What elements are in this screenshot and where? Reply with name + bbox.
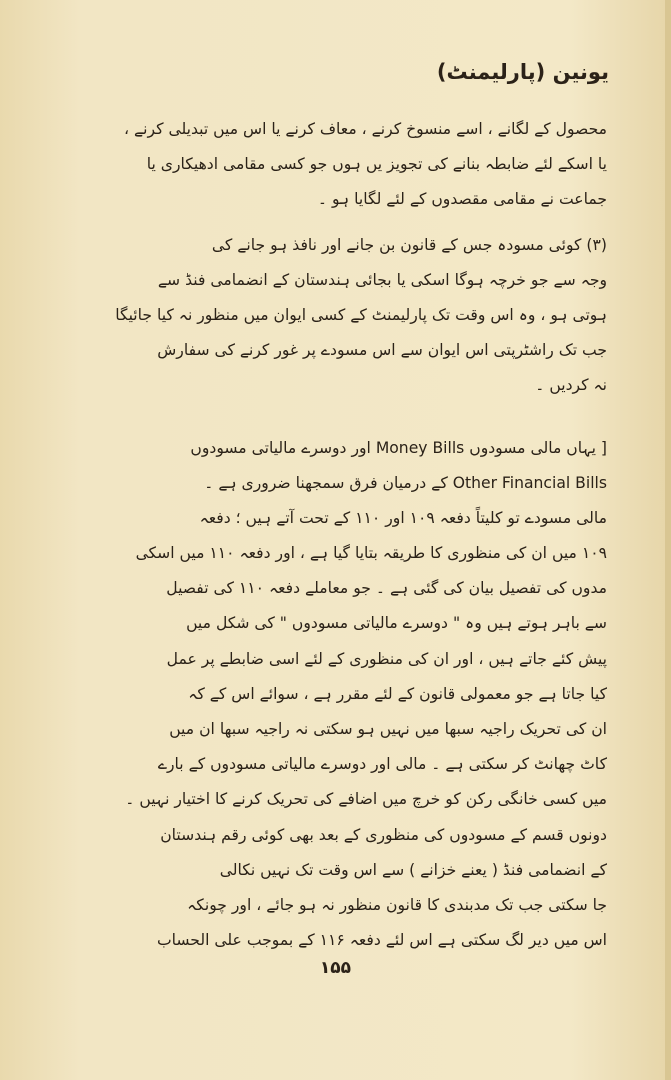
text-line: [ یہاں مالی مسودوں Money Bills اور دوسرے مالیاتی مسودوں: [190, 438, 607, 457]
text-line: ان کی تحریک راجیہ سبھا میں نہیں ہو سکتی نہ راجیہ سبھا ان میں: [169, 720, 607, 738]
paragraph-2: [52, 228, 607, 404]
text-line: جب تک راشٹرپتی اس ایوان سے اس مسودے پر غور کرنے کی سفارش: [157, 341, 607, 360]
text-line: مدوں کی تفصیل بیان کی گئی ہے ۔ جو معاملے دفعہ ۱۱۰ کی تفصیل: [166, 579, 607, 598]
text-line: وجہ سے جو خرچہ ہوگا اسکی یا بجائی ہندستان کے انضمامی فنڈ سے: [157, 270, 607, 289]
text-line: کیا جاتا ہے جو معمولی قانون کے لئے مقرر ہے ، سوائے اس کے کہ: [188, 684, 607, 703]
text-line: جا سکتی جب تک مدبندی کا قانون منظور نہ ہو جائے ، اور چونکہ: [187, 895, 607, 914]
text-line: (۳) کوئی مسودہ جس کے قانون بن جانے اور نافذ ہو جانے کی: [211, 235, 607, 254]
page-header: یونین (پارلیمنٹ): [436, 60, 609, 84]
text-line: جماعت نے مقامی مقصدوں کے لئے لگایا ہو ۔: [317, 190, 607, 209]
text-line: یا اسکے لئے ضابطہ بنانے کی تجویز یں ہوں جو کسی مقامی ادھیکاری یا: [146, 155, 607, 174]
text-line: محصول کے لگانے ، اسے منسوخ کرنے ، معاف کرنے یا اس میں تبدیلی کرنے ،: [124, 120, 607, 138]
page-number: ۱۵۵: [319, 958, 352, 978]
page-body: [52, 112, 607, 958]
paragraph-3: [52, 431, 607, 959]
text-line: ہوتی ہو ، وہ اس وقت تک پارلیمنٹ کے کسی ایوان میں منظور نہ کیا جائیگا: [115, 305, 607, 324]
text-line: ۱۰۹ میں ان کی منظوری کا طریقہ بتایا گیا ہے ، اور دفعہ ۱۱۰ میں اسکی: [135, 544, 607, 563]
text-line: کے انضمامی فنڈ ( یعنے خزانے ) سے اس وقت تک نہیں نکالی: [219, 860, 607, 879]
text-line: Other Financial Bills کے درمیان فرق سمجھنا ضروری ہے ۔: [204, 473, 607, 492]
text-line: اس میں دیر لگ سکتی ہے اس لئے دفعہ ۱۱۶ کے بموجب علی الحساب: [156, 931, 607, 950]
page-edge-shadow: [665, 0, 671, 1080]
text-line: سے باہر ہوتے ہیں وہ " دوسرے مالیاتی مسودوں " کی شکل میں: [186, 614, 607, 633]
text-line: مالی مسودے تو کلیتاً دفعہ ۱۰۹ اور ۱۱۰ کے تحت آتے ہیں ؛ دفعہ: [199, 508, 607, 527]
text-line: پیش کئے جاتے ہیں ، اور ان کی منظوری کے لئے اسی ضابطے پر عمل: [166, 649, 607, 668]
paragraph-1: [52, 112, 607, 218]
text-line: نہ کردیں ۔: [535, 376, 607, 395]
text-line: کاٹ چھانٹ کر سکتی ہے ۔ مالی اور دوسرے مالیاتی مسودوں کے بارے: [157, 755, 607, 774]
text-line: دونوں قسم کے مسودوں کی منظوری کے بعد بھی کوئی رقم ہندستان: [160, 825, 607, 844]
text-line: میں کسی خانگی رکن کو خرچ میں اضافے کی تحریک کرنے کا اختیار نہیں ۔: [125, 790, 607, 809]
